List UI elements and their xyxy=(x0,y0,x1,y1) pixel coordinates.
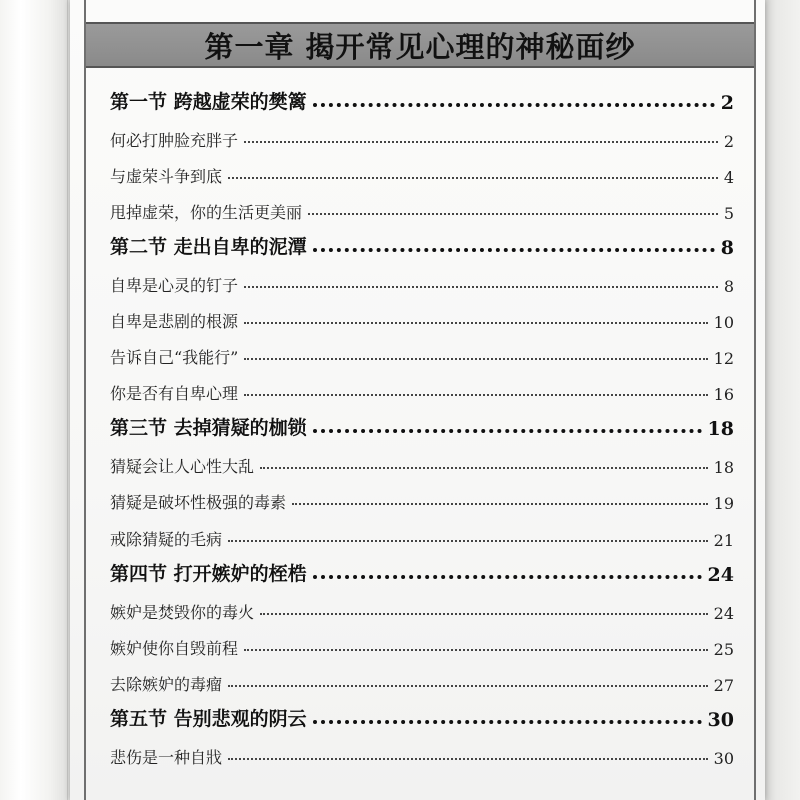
toc-subentry xyxy=(110,262,734,296)
dot-leader xyxy=(228,539,708,542)
toc-subentry xyxy=(110,443,734,477)
entry-page-number: 12 xyxy=(713,349,734,368)
entry-title: 嫉妒是焚毁你的毒火 xyxy=(110,603,255,622)
dot-leader xyxy=(244,357,707,360)
dot-leader xyxy=(244,140,718,143)
toc-section-entry xyxy=(110,80,734,114)
entry-title: 甩掉虚荣，你的生活更美丽 xyxy=(110,203,303,222)
dot-leader xyxy=(260,466,708,469)
entry-page-number: 8 xyxy=(723,277,734,296)
entry-title: 嫉妒使你自毁前程 xyxy=(110,639,239,658)
dot-leader xyxy=(244,285,718,288)
entry-title: 第二节 走出自卑的泥潭 xyxy=(110,236,307,258)
entry-page-number: 8 xyxy=(720,237,734,259)
dot-leader xyxy=(313,247,715,252)
entry-page-number: 21 xyxy=(713,531,734,550)
book-binding xyxy=(0,0,70,800)
chapter-title: 第一章 揭开常见心理的神秘面纱 xyxy=(204,29,636,64)
entry-title: 悲伤是一种自戕 xyxy=(110,748,223,767)
entry-page-number: 16 xyxy=(713,385,734,404)
entry-page-number: 25 xyxy=(713,640,734,659)
toc-subentry xyxy=(110,516,734,550)
toc-subentry xyxy=(110,661,734,695)
toc-subentry xyxy=(110,589,734,623)
toc-subentry xyxy=(110,298,734,332)
dot-leader xyxy=(228,757,708,760)
entry-page-number: 30 xyxy=(713,749,734,768)
entry-page-number: 18 xyxy=(707,418,734,440)
dot-leader xyxy=(313,102,715,107)
dot-leader xyxy=(228,684,708,687)
entry-title: 自卑是心灵的钉子 xyxy=(110,276,239,295)
dot-leader xyxy=(292,502,708,505)
entry-page-number: 27 xyxy=(713,676,734,695)
toc-section-entry xyxy=(110,406,734,440)
entry-title: 猜疑是破坏性极强的毒素 xyxy=(110,493,287,512)
toc-subentry xyxy=(110,479,734,513)
chapter-banner xyxy=(86,22,754,68)
dot-leader xyxy=(228,176,718,179)
dot-leader xyxy=(260,612,708,615)
entry-page-number: 24 xyxy=(713,604,734,623)
dot-leader xyxy=(244,321,708,324)
toc-subentry xyxy=(110,117,734,151)
dot-leader xyxy=(308,212,718,215)
entry-title: 第四节 打开嫉妒的桎梏 xyxy=(110,563,307,585)
toc-subentry xyxy=(110,153,734,187)
dot-leader xyxy=(313,719,702,724)
entry-title: 猜疑会让人心性大乱 xyxy=(110,457,255,476)
entry-title: 去除嫉妒的毒瘤 xyxy=(110,675,223,694)
entry-title: 第一节 跨越虚荣的樊篱 xyxy=(110,91,307,113)
toc-subentry xyxy=(110,334,734,368)
entry-title: 与虚荣斗争到底 xyxy=(110,167,223,186)
entry-title: 第五节 告别悲观的阴云 xyxy=(110,708,307,730)
entry-page-number: 24 xyxy=(707,564,734,586)
entry-page-number: 10 xyxy=(713,313,734,332)
entry-title: 何必打肿脸充胖子 xyxy=(110,131,239,150)
entry-page-number: 19 xyxy=(713,494,734,513)
dot-leader xyxy=(244,648,708,651)
entry-page-number: 4 xyxy=(723,168,734,187)
dot-leader xyxy=(244,393,708,396)
toc-page xyxy=(70,0,765,800)
adjacent-page xyxy=(760,0,800,800)
toc-subentry xyxy=(110,625,734,659)
toc-subentry xyxy=(110,734,734,768)
toc-subentry xyxy=(110,189,734,223)
entry-title: 告诉自己“我能行” xyxy=(110,348,239,367)
dot-leader xyxy=(313,574,702,579)
entry-page-number: 30 xyxy=(707,709,734,731)
toc-subentry xyxy=(110,370,734,404)
entry-title: 自卑是悲剧的根源 xyxy=(110,312,239,331)
toc-section-entry xyxy=(110,225,734,259)
toc-section-entry xyxy=(110,697,734,731)
entry-title: 戒除猜疑的毛病 xyxy=(110,530,223,549)
entry-title: 你是否有自卑心理 xyxy=(110,384,239,403)
entry-page-number: 18 xyxy=(713,458,734,477)
toc-section-entry xyxy=(110,552,734,586)
entry-page-number: 2 xyxy=(720,92,734,114)
entry-title: 第三节 去掉猜疑的枷锁 xyxy=(110,417,307,439)
entry-page-number: 5 xyxy=(723,204,734,223)
entry-page-number: 2 xyxy=(723,132,734,151)
dot-leader xyxy=(313,428,702,433)
